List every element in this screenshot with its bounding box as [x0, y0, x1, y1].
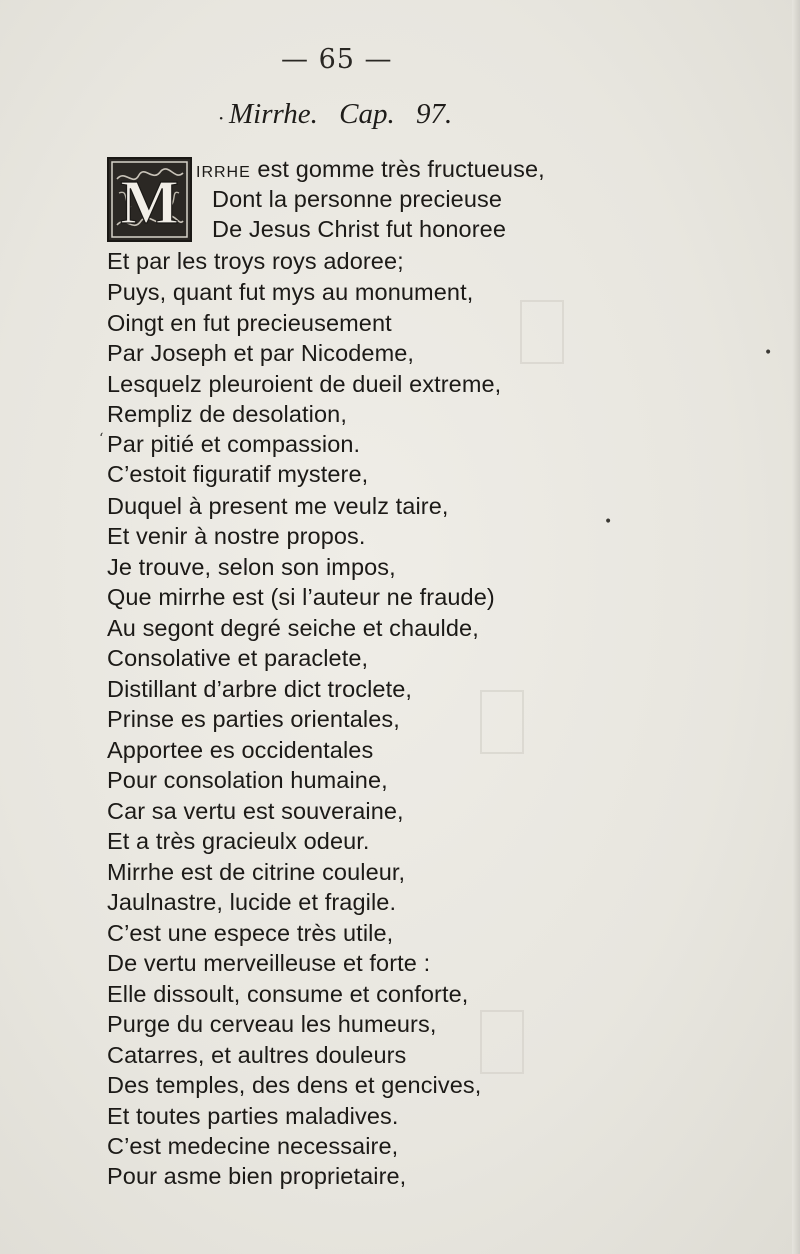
margin-mark: ‘ [99, 431, 104, 447]
first-line-smallcaps: IRRHE [196, 164, 251, 181]
poem-line: Pour consolation humaine, [107, 767, 388, 793]
poem-line: Purge du cerveau les humeurs, [107, 1011, 437, 1037]
poem-line: Lesquelz pleuroient de dueil extreme, [107, 371, 502, 397]
poem-line: Et venir à nostre propos. [107, 523, 366, 549]
poem-line: Par Joseph et par Nicodeme, [107, 340, 415, 366]
heading-dot: · [218, 106, 225, 130]
svg-text:M: M [120, 169, 179, 237]
bleed-through-dropcap-3 [480, 1010, 524, 1074]
poem-line: De vertu merveilleuse et forte : [107, 950, 431, 976]
poem-line: Consolative et paraclete, [107, 645, 369, 671]
poem-line: Pour asme bien proprietaire, [107, 1163, 407, 1189]
chapter-heading [229, 98, 452, 131]
poem-line: De Jesus Christ fut honoree [212, 216, 506, 242]
poem-line: Que mirrhe est (si l’auteur ne fraude) [107, 584, 495, 610]
speck: • [764, 345, 773, 361]
poem-line: Au segont degré seiche et chaulde, [107, 615, 479, 641]
page-number: — 65 — [281, 44, 393, 75]
poem-line: Dont la personne precieuse [212, 186, 503, 212]
page-edge [792, 0, 800, 1254]
dropcap-ornament-icon [109, 159, 190, 240]
bleed-through-dropcap-1 [520, 300, 564, 364]
poem-line: Des temples, des dens et gencives, [107, 1072, 482, 1098]
bleed-through-dropcap-2 [480, 690, 524, 754]
heading-title: Mirrhe. [229, 98, 318, 130]
poem-line: Et par les troys roys adoree; [107, 248, 404, 274]
poem-line: Oingt en fut precieusement [107, 310, 392, 336]
poem-line: Je trouve, selon son impos, [107, 554, 396, 580]
poem-line: Et a très gracieulx odeur. [107, 828, 370, 854]
poem-line: Car sa vertu est souveraine, [107, 798, 404, 824]
poem-line: Mirrhe est de citrine couleur, [107, 859, 406, 885]
poem-line: Et toutes parties maladives. [107, 1103, 399, 1129]
poem-line: Puys, quant fut mys au monument, [107, 279, 474, 305]
speck: • [604, 514, 613, 530]
poem-line: Par pitié et compassion. [107, 431, 361, 457]
poem-line-first [196, 156, 545, 183]
ornamental-dropcap [107, 157, 192, 242]
poem-line: Catarres, et aultres douleurs [107, 1042, 407, 1068]
poem-line: C’estoit figuratif mystere, [107, 461, 369, 487]
poem-line: Prinse es parties orientales, [107, 706, 400, 732]
heading-chapter: Cap. 97. [339, 98, 453, 130]
poem-line: C’est medecine necessaire, [107, 1133, 399, 1159]
poem-line: Duquel à present me veulz taire, [107, 493, 449, 519]
first-line-rest: est gomme très fructueuse, [250, 156, 545, 182]
poem-line: Apportee es occidentales [107, 737, 374, 763]
poem-line: Distillant d’arbre dict troclete, [107, 676, 413, 702]
poem-line: Rempliz de desolation, [107, 401, 347, 427]
poem-line: Jaulnastre, lucide et fragile. [107, 889, 397, 915]
poem-line: C’est une espece très utile, [107, 920, 394, 946]
poem-line: Elle dissoult, consume et conforte, [107, 981, 469, 1007]
